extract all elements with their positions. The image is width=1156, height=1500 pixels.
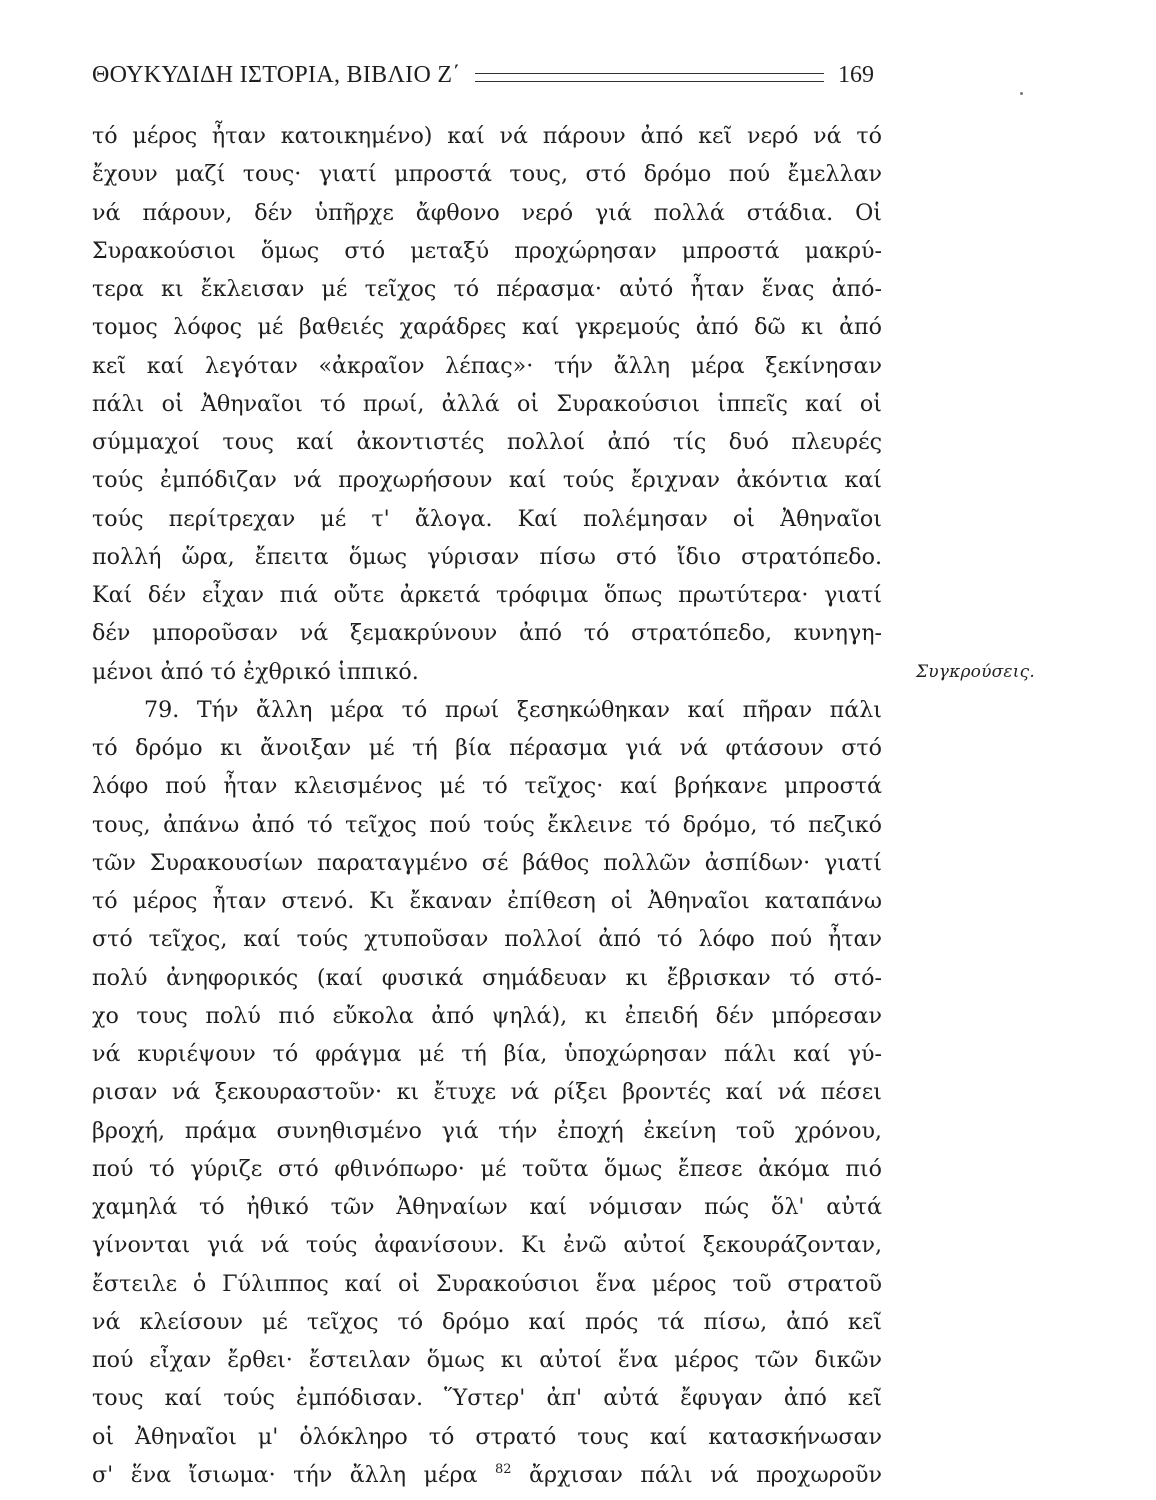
page-number: 169 (838, 61, 874, 88)
text-line: χο τους πολύ πιό εὔκολα ἀπό ψηλά), κι ἐπειδή δέν μπόρεσαν (92, 1002, 882, 1029)
text-line: κεῖ καί λεγόταν «ἀκραῖον λέπας»· τήν ἄλλη μέρα ξεκίνησαν (92, 352, 882, 379)
text-line: πολλή ὥρα, ἔπειτα ὅμως γύρισαν πίσω στό ἴδιο στρατόπεδο. (92, 543, 882, 570)
text-line: νά πάρουν, δέν ὑπῆρχε ἄφθονο νερό γιά πολλά στάδια. Οἱ (92, 199, 882, 226)
text-line: ἔστειλε ὁ Γύλιππος καί οἱ Συρακούσιοι ἕνα μέρος τοῦ στρατοῦ (92, 1270, 882, 1297)
margin-note: Συγκρούσεις. (916, 662, 1035, 682)
text-line: τούς ἐμπόδιζαν νά προχωρήσουν καί τούς ἔριχναν ἀκόντια καί (92, 467, 882, 494)
text-line: πολύ ἀνηφορικός (καί φυσικά σημάδευαν κι ἔβρισκαν τό στό- (92, 964, 882, 991)
text-line: βροχή, πράμα συνηθισμένο γιά τήν ἐποχή ἐκείνη τοῦ χρόνου, (92, 1117, 882, 1144)
text-line: δέν μποροῦσαν νά ξεμακρύνουν ἀπό τό στρατόπεδο, κυνηγη- (92, 620, 882, 647)
text-line: μένοι ἀπό τό ἐχθρικό ἱππικό. (92, 658, 419, 685)
text-line: τό μέρος ἦταν κατοικημένο) καί νά πάρουν ἀπό κεῖ νερό νά τό (92, 123, 882, 149)
text-line: λόφο πού ἦταν κλεισμένος μέ τό τεῖχος· καί βρήκανε μπροστά (92, 773, 882, 800)
footnote-marker[interactable]: 82 (495, 1461, 512, 1477)
text-line: τούς περίτρεχαν μέ τ' ἄλογα. Καί πολέμησαν οἱ Ἀθηναῖοι (92, 505, 882, 532)
text-line: χαμηλά τό ἠθικό τῶν Ἀθηναίων καί νόμισαν πώς ὅλ' αὐτά (92, 1194, 882, 1220)
body-text (92, 117, 882, 1494)
line-text-before: σ' ἕνα ἴσιωμα· τήν ἄλλη μέρα (92, 1461, 478, 1488)
text-line: τερα κι ἔκλεισαν μέ τεῖχος τό πέρασμα· αὐτό ἦταν ἕνας ἀπό- (92, 276, 882, 302)
running-title: ΘΟΥΚΥΔΙΔΗ ΙΣΤΟΡΙΑ, ΒΙΒΛΙΟ Ζ΄ (92, 61, 461, 88)
text-line: τους, ἀπάνω ἀπό τό τεῖχος πού τούς ἔκλεινε τό δρόμο, τό πεζικό (92, 811, 882, 838)
chapter-79-start: 79. Τήν ἄλλη μέρα τό πρωί ξεσηκώθηκαν καί πῆραν πάλι (144, 696, 882, 723)
line-text-after: ἄρχισαν πάλι νά προχωροῦν (529, 1461, 882, 1488)
stray-mark (1020, 92, 1023, 95)
text-line: νά κλείσουν μέ τεῖχος τό δρόμο καί πρός τά πίσω, ἀπό κεῖ (92, 1308, 882, 1335)
text-line: Καί δέν εἶχαν πιά οὔτε ἀρκετά τρόφιμα ὅπως πρωτύτερα· γιατί (92, 582, 882, 608)
text-line: τῶν Συρακουσίων παραταγμένο σέ βάθος πολλῶν ἀσπίδων· γιατί (92, 849, 882, 876)
text-line: οἱ Ἀθηναῖοι μ' ὁλόκληρο τό στρατό τους καί κατασκήνωσαν (92, 1423, 882, 1450)
running-head (92, 56, 874, 94)
text-line: πάλι οἱ Ἀθηναῖοι τό πρωί, ἀλλά οἱ Συρακούσιοι ἱππεῖς καί οἱ (92, 390, 882, 417)
text-line: νά κυριέψουν τό φράγμα μέ τή βία, ὑποχώρησαν πάλι καί γύ- (92, 1041, 882, 1067)
text-line: τό μέρος ἦταν στενό. Κι ἔκαναν ἐπίθεση οἱ Ἀθηναῖοι καταπάνω (92, 888, 882, 914)
text-line: πού εἶχαν ἔρθει· ἔστειλαν ὅμως κι αὐτοί ἕνα μέρος τῶν δικῶν (92, 1347, 882, 1373)
text-line: πού τό γύριζε στό φθινόπωρο· μέ τοῦτα ὅμως ἔπεσε ἀκόμα πιό (92, 1155, 882, 1182)
text-line: σύμμαχοί τους καί ἀκοντιστές πολλοί ἀπό τίς δυό πλευρές (92, 429, 882, 455)
text-line: γίνονται γιά νά τούς ἀφανίσουν. Κι ἐνῶ αὐτοί ξεκουράζονταν, (92, 1232, 882, 1259)
header-double-rule (475, 73, 824, 82)
text-line: Συρακούσιοι ὅμως στό μεταξύ προχώρησαν μπροστά μακρύ- (92, 237, 882, 264)
text-line: ἔχουν μαζί τους· γιατί μπροστά τους, στό δρόμο πού ἔμελλαν (92, 161, 882, 188)
text-line: τό δρόμο κι ἄνοιξαν μέ τή βία πέρασμα γιά νά φτάσουν στό (92, 735, 882, 761)
text-line: τους καί τούς ἐμπόδισαν. Ὕστερ' ἀπ' αὐτά ἔφυγαν ἀπό κεῖ (92, 1385, 882, 1412)
text-line: στό τεῖχος, καί τούς χτυποῦσαν πολλοί ἀπό τό λόφο πού ἦταν (92, 926, 882, 953)
text-line-with-footnote (92, 1456, 882, 1494)
text-line: τομος λόφος μέ βαθειές χαράδρες καί γκρεμούς ἀπό δῶ κι ἀπό (92, 314, 882, 341)
text-line: ρισαν νά ξεκουραστοῦν· κι ἔτυχε νά ρίξει βροντές καί νά πέσει (92, 1079, 882, 1106)
